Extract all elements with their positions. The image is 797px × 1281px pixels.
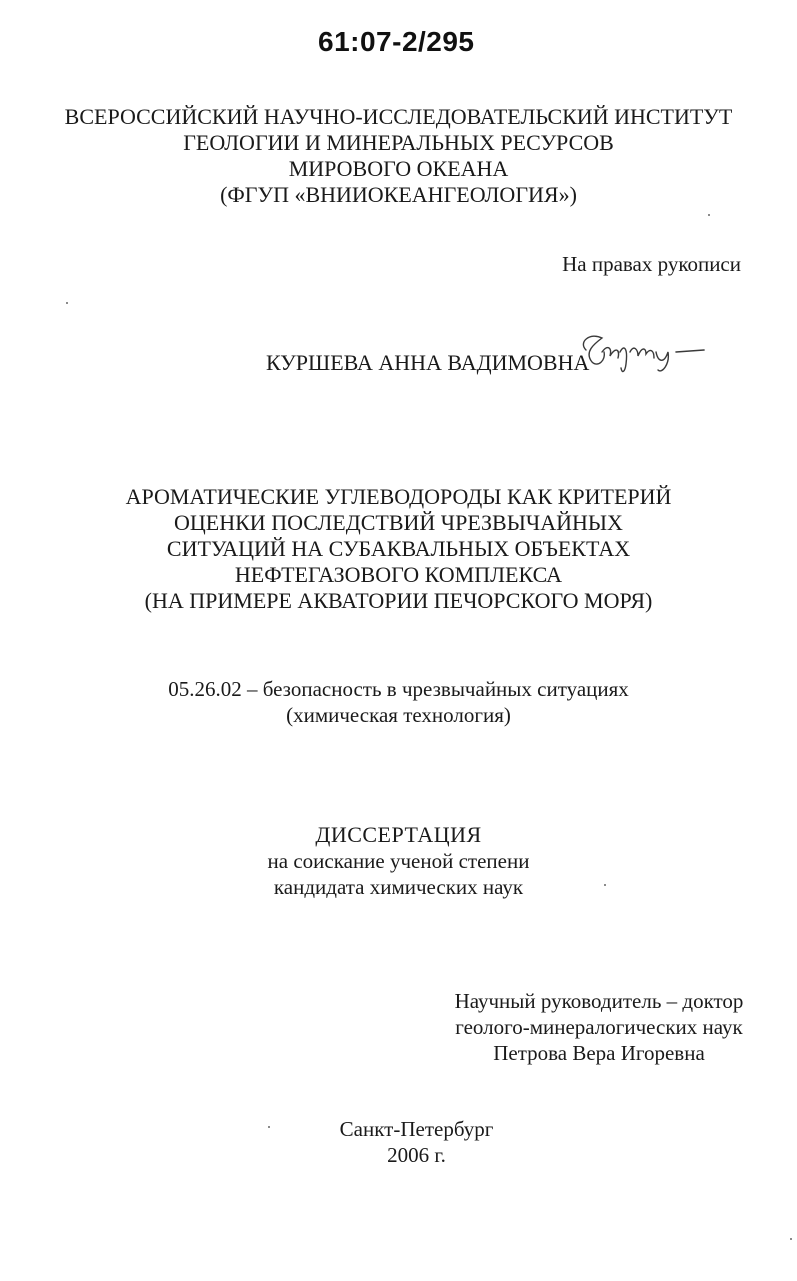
degree-line: на соискание ученой степени: [267, 849, 530, 873]
institute-block: [0, 104, 797, 208]
advisor-block: [440, 988, 758, 1066]
scan-speck: [66, 302, 68, 304]
specialty-line: (химическая технология): [286, 703, 511, 727]
institute-line: ВСЕРОССИЙСКИЙ НАУЧНО-ИССЛЕДОВАТЕЛЬСКИЙ ИНСТИТУТ: [64, 104, 733, 129]
dissertation-heading: ДИССЕРТАЦИЯ: [315, 822, 482, 847]
title-line: НЕФТЕГАЗОВОГО КОМПЛЕКСА: [234, 562, 563, 587]
specialty-block: [0, 676, 797, 728]
place-date-block: [18, 1116, 797, 1168]
specialty-line: 05.26.02 – безопасность в чрезвычайных ситуациях: [168, 677, 629, 701]
advisor-line: геолого-минералогических наук: [455, 1015, 743, 1039]
institute-line: ГЕОЛОГИИ И МИНЕРАЛЬНЫХ РЕСУРСОВ: [183, 130, 614, 155]
manuscript-rights-note: На правах рукописи: [562, 252, 741, 276]
scan-speck: [268, 1126, 270, 1128]
scan-speck: [708, 214, 710, 216]
degree-block: [0, 822, 797, 900]
handwritten-signature: [572, 322, 712, 382]
scan-speck: [790, 1238, 792, 1240]
city: Санкт-Петербург: [339, 1117, 494, 1141]
year: 2006 г.: [387, 1143, 446, 1167]
scan-speck: [604, 884, 606, 886]
title-line: ОЦЕНКИ ПОСЛЕДСТВИЙ ЧРЕЗВЫЧАЙНЫХ: [174, 510, 623, 535]
institute-line: (ФГУП «ВНИИОКЕАНГЕОЛОГИЯ»): [220, 182, 577, 207]
author-name: КУРШЕВА АННА ВАДИМОВНА: [266, 350, 590, 375]
advisor-line: Научный руководитель – доктор: [454, 989, 744, 1013]
title-line: АРОМАТИЧЕСКИЕ УГЛЕВОДОРОДЫ КАК КРИТЕРИЙ: [125, 484, 672, 509]
advisor-name: Петрова Вера Игоревна: [493, 1041, 705, 1065]
title-line: СИТУАЦИЙ НА СУБАКВАЛЬНЫХ ОБЪЕКТАХ: [166, 536, 631, 561]
archive-stamp-number: 61:07-2/295: [318, 26, 475, 57]
title-line: (НА ПРИМЕРЕ АКВАТОРИИ ПЕЧОРСКОГО МОРЯ): [144, 588, 653, 613]
institute-line: МИРОВОГО ОКЕАНА: [288, 156, 509, 181]
dissertation-title: [0, 484, 797, 614]
degree-line: кандидата химических наук: [273, 875, 524, 899]
